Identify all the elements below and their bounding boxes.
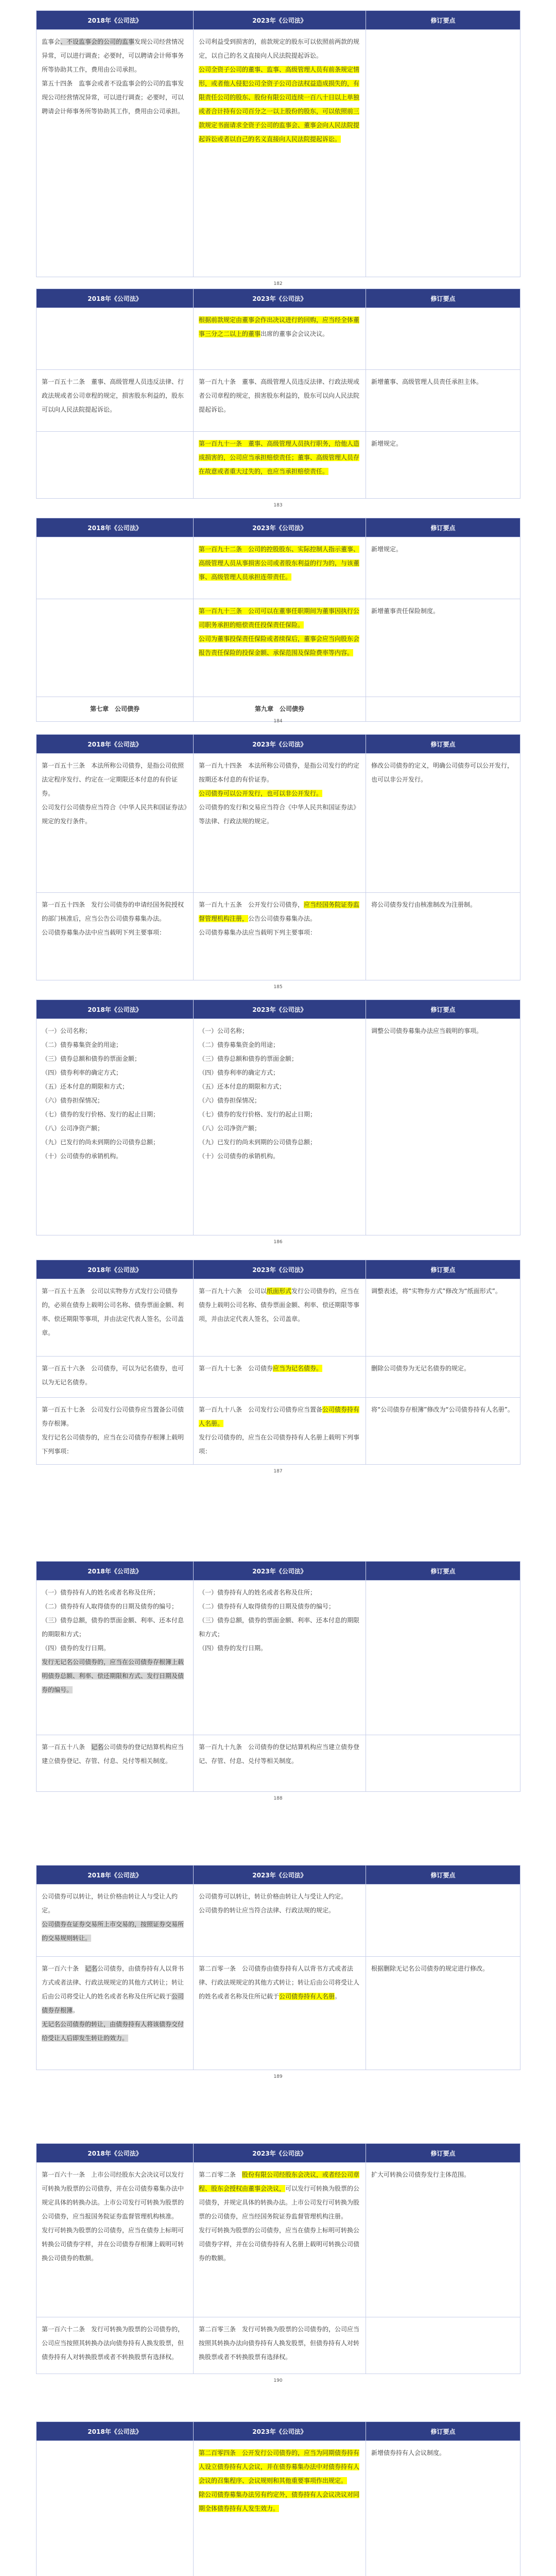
column-header-col1: 2018年《公司法》 bbox=[37, 1260, 194, 1279]
table-header-row bbox=[37, 1562, 520, 1581]
page-number: 183 bbox=[273, 503, 283, 508]
clause-text: 。 bbox=[73, 2007, 79, 2014]
clause-text: 第一百六十一条 上市公司经股东大会决议可以发行可转换为股票的公司债券，并在公司债券募集办法中规定具体的转换办法。上市公司发行可转换为股票的公司债券，应当报国务院证券监督管理机构核准。 bbox=[42, 2171, 184, 2220]
table-row bbox=[37, 2163, 520, 2317]
column-header-col1: 2018年《公司法》 bbox=[37, 1562, 194, 1581]
column-header-col1: 2018年《公司法》 bbox=[37, 1866, 194, 1885]
clause-text: （一）债券持有人的姓名或者名称及住所； bbox=[199, 1589, 317, 1596]
clause-text: 监事会 bbox=[42, 38, 61, 45]
clause-text: （三）债券总额和债券的票面金额； bbox=[42, 1055, 141, 1062]
column-header-col1: 2018年《公司法》 bbox=[37, 289, 194, 308]
revision-note-cell bbox=[366, 308, 520, 370]
new-law-cell bbox=[194, 1957, 366, 2070]
clause-text: 第一百九十八条 公司发行公司债券应当置备 bbox=[199, 1406, 323, 1413]
clause-text: 第一百五十五条 公司以实物券方式发行公司债券的，必须在债券上载明公司名称、债券票面金额、利率、偿还期限等事项，并由法定代表人签名，公司盖章。 bbox=[42, 1287, 184, 1336]
clause-text: 第一百五十二条 董事、高级管理人员违反法律、行政法规或者公司章程的规定，损害股东利益的，股东可以向人民法院提起诉讼。 bbox=[42, 378, 184, 413]
clause-text: 记名 bbox=[91, 1743, 104, 1751]
column-header-col2: 2023年《公司法》 bbox=[194, 289, 366, 308]
clause-text: 第一百九十五条 公开发行公司债券， bbox=[199, 901, 304, 908]
comparison-page bbox=[36, 1561, 520, 1792]
clause-text: 公司债券募集办法中应当载明下列主要事项： bbox=[42, 929, 166, 936]
clause-text: 第九章 公司债券 bbox=[254, 705, 304, 713]
table-row bbox=[37, 1957, 520, 2070]
table-row bbox=[37, 2441, 520, 2576]
comparison-page bbox=[36, 10, 520, 277]
column-header-col3: 修订要点 bbox=[366, 735, 520, 754]
revision-note-cell bbox=[366, 1581, 520, 1735]
old-law-cell bbox=[37, 2163, 194, 2317]
table-row bbox=[37, 308, 520, 370]
clause-text: （九）已发行的尚未到期的公司债券总额； bbox=[42, 1139, 160, 1146]
table-row bbox=[37, 599, 520, 697]
clause-text: 公司债券存根簿 bbox=[42, 1993, 184, 2014]
clause-text: （四）债券的发行日期。 bbox=[199, 1645, 267, 1652]
column-header-col3: 修订要点 bbox=[366, 1000, 520, 1019]
comparison-table bbox=[36, 10, 520, 277]
clause-text: 新增董事责任保险制度。 bbox=[371, 607, 440, 615]
revision-note-cell bbox=[366, 30, 520, 277]
comparison-page bbox=[36, 999, 520, 1235]
clause-text: 公司债券可以转让，转让价格由转让人与受让人约定。 bbox=[42, 1893, 178, 1914]
clause-text: 第一百五十三条 本法所称公司债券，是指公司依照法定程序发行、约定在一定期限还本付息的有价证券。 bbox=[42, 762, 184, 797]
clause-text: 第一百五十八条 bbox=[42, 1743, 92, 1751]
table-row bbox=[37, 1885, 520, 1957]
clause-text: 公司债券募集办法应当载明下列主要事项： bbox=[199, 929, 317, 936]
revision-note-cell bbox=[366, 1019, 520, 1235]
clause-text: 应当为记名债券。 bbox=[273, 1365, 323, 1372]
old-law-cell bbox=[37, 1357, 194, 1398]
table-header-row bbox=[37, 735, 520, 754]
clause-text: 根据前款规定 bbox=[199, 316, 236, 324]
column-header-col2: 2023年《公司法》 bbox=[194, 1260, 366, 1279]
clause-text: 第一百九十一条 bbox=[199, 440, 242, 447]
clause-text: 删除公司债券为无记名债券的规定。 bbox=[371, 1365, 471, 1372]
table-row bbox=[37, 893, 520, 980]
clause-text: 发行无记名公司债券的，应当在公司债券存根簿上载明债券总额、利率、偿还期限和方式、发行日期及债券的编号。 bbox=[42, 1658, 184, 1693]
revision-note-cell bbox=[366, 1398, 520, 1465]
clause-text: 发行可转换为股票的公司债券，应当在债券上标明可转换公司债券字样，并在公司债券存根簿上载明可转换公司债券的数额。 bbox=[42, 2227, 184, 2262]
clause-text: （一）公司名称； bbox=[199, 1027, 249, 1035]
clause-text: 发行公司债券的，应当在债券上载明公司名称、债券票面金额、利率、偿还期限等事项，并由法定代表人签名，公司盖章。 bbox=[199, 1287, 360, 1323]
column-header-col3: 修订要点 bbox=[366, 11, 520, 30]
clause-text: 新增债券持有人会议制度。 bbox=[371, 2449, 446, 2456]
comparison-table bbox=[36, 1561, 520, 1792]
comparison-table bbox=[36, 1865, 520, 2070]
clause-text: 公告公司债券募集办法。 bbox=[248, 915, 317, 922]
page-number: 185 bbox=[273, 985, 283, 990]
page-number: 182 bbox=[273, 281, 283, 286]
table-header-row bbox=[37, 2144, 520, 2163]
clause-text: （四）债券利率的确定方式； bbox=[199, 1069, 280, 1076]
clause-text: 第一百五十四条 发行公司债券的申请经国务院授权的部门核准后，应当公告公司债券募集办法。 bbox=[42, 901, 184, 922]
table-header-row bbox=[37, 1866, 520, 1885]
clause-text: 调整公司债券募集办法应当载明的事项。 bbox=[371, 1027, 483, 1035]
old-law-cell bbox=[37, 432, 194, 499]
old-law-cell bbox=[37, 754, 194, 893]
revision-note-cell bbox=[366, 432, 520, 499]
old-law-cell bbox=[37, 1279, 194, 1357]
new-law-cell bbox=[194, 893, 366, 980]
clause-text: （七）债券的发行价格、发行的起止日期； bbox=[199, 1111, 317, 1118]
clause-text: （六）债券担保情况； bbox=[199, 1097, 261, 1104]
clause-text: （八）公司净资产额； bbox=[42, 1125, 104, 1132]
revision-note-cell bbox=[366, 599, 520, 697]
comparison-table bbox=[36, 2421, 520, 2576]
old-law-cell bbox=[37, 1735, 194, 1792]
table-row bbox=[37, 754, 520, 893]
clause-text: 股份有限公司经股东会决议，或者经公司章程、股东会授权由董事会决议， bbox=[199, 2171, 360, 2192]
clause-text: 第二百零二条 bbox=[199, 2171, 242, 2178]
clause-text: 第一百九十九条 公司债券的登记结算机构应当建立债券登记、存管、付息、兑付等相关制度。 bbox=[199, 1743, 360, 1765]
old-law-cell bbox=[37, 1885, 194, 1957]
clause-text: 新增董事、高级管理人员责任承担主体。 bbox=[371, 378, 483, 385]
clause-text: 记名 bbox=[85, 1965, 98, 1972]
clause-text: 可以发行可转换为股票的公司债券，并规定具体的转换办法。上市公司发行可转换为股票的公司债券，应当经国务院证券监督管理机构注册。 bbox=[199, 2185, 360, 2220]
clause-text: （五）还本付息的期限和方式； bbox=[42, 1083, 129, 1090]
table-row bbox=[37, 1279, 520, 1357]
revision-note-cell bbox=[366, 2317, 520, 2374]
clause-text: 公司债券，由债券持有人以背书方式或者法律、行政法规规定的其他方式转让；转让后由公司将受让人的姓名或者名称及住所记载于 bbox=[42, 1965, 184, 2000]
table-row bbox=[37, 432, 520, 499]
clause-text: 。 bbox=[335, 1993, 341, 2000]
column-header-col1: 2018年《公司法》 bbox=[37, 2422, 194, 2441]
table-row bbox=[37, 537, 520, 599]
table-row bbox=[37, 2317, 520, 2374]
clause-text: （九）已发行的尚未到期的公司债券总额； bbox=[199, 1139, 317, 1146]
old-law-cell bbox=[37, 697, 194, 722]
clause-text: 公司利益受到损害的，前款规定的股东可以依照前两款的规定，以自己的名义直接向人民法院提起诉讼。 bbox=[199, 38, 360, 59]
old-law-cell bbox=[37, 2441, 194, 2576]
page-number: 184 bbox=[273, 719, 283, 724]
comparison-page bbox=[36, 2143, 520, 2374]
column-header-col3: 修订要点 bbox=[366, 1260, 520, 1279]
column-header-col1: 2018年《公司法》 bbox=[37, 1000, 194, 1019]
clause-text: 应当经国务院证券监督管理机构注册， bbox=[199, 901, 360, 922]
new-law-cell bbox=[194, 754, 366, 893]
page-number: 186 bbox=[273, 1240, 283, 1245]
comparison-table bbox=[36, 2143, 520, 2374]
new-law-cell bbox=[194, 1581, 366, 1735]
column-header-col3: 修订要点 bbox=[366, 1562, 520, 1581]
table-header-row bbox=[37, 1260, 520, 1279]
revision-note-cell bbox=[366, 1357, 520, 1398]
comparison-table bbox=[36, 734, 520, 980]
revision-note-cell bbox=[366, 537, 520, 599]
clause-text: 第二百零四条 bbox=[199, 2449, 236, 2456]
old-law-cell bbox=[37, 1398, 194, 1465]
new-law-cell bbox=[194, 308, 366, 370]
table-row bbox=[37, 1398, 520, 1465]
comparison-table bbox=[36, 1260, 520, 1465]
clause-text: （二）债券募集资金的用途； bbox=[42, 1041, 123, 1048]
old-law-cell bbox=[37, 537, 194, 599]
column-header-col2: 2023年《公司法》 bbox=[194, 2422, 366, 2441]
clause-text: 第一百九十条 董事、高级管理人员违反法律、行政法规或者公司章程的规定，损害股东利益的，股东可以向人民法院提起诉讼。 bbox=[199, 378, 360, 413]
table-row bbox=[37, 1357, 520, 1398]
comparison-page bbox=[36, 289, 520, 499]
column-header-col2: 2023年《公司法》 bbox=[194, 1562, 366, 1581]
old-law-cell bbox=[37, 370, 194, 432]
clause-text: 公司可以在董事任职期间为董事因执行公司职务承担的赔偿责任投保责任保险。 bbox=[199, 607, 360, 629]
clause-text: 第二百零三条 发行可转换为股票的公司债券的，公司应当按照其转换办法向债券持有人换发股票，但债券持有人对转换股票或者不转换股票有选择权。 bbox=[199, 2326, 360, 2361]
clause-text: 发行公司债券的，应当在公司债券持有人名册上载明下列事项： bbox=[199, 1434, 360, 1455]
old-law-cell bbox=[37, 1581, 194, 1735]
new-law-cell bbox=[194, 2441, 366, 2576]
clause-text: （十）公司债券的承销机构。 bbox=[199, 1153, 280, 1160]
comparison-table bbox=[36, 999, 520, 1235]
old-law-cell bbox=[37, 599, 194, 697]
clause-text: 公司的控股股东、实际控制人指示董事、高级管理人员从事损害公司或者股东利益的行为的，与该董事、高级管理人员承担连带责任。 bbox=[199, 546, 360, 581]
clause-text: 第五十四条 监事会或者不设监事会的公司的监事发现公司经营情况异常，可以进行调查；必要时，可以聘请会计师事务所等协助其工作，费用由公司承担。 bbox=[42, 80, 184, 115]
column-header-col2: 2023年《公司法》 bbox=[194, 518, 366, 537]
clause-text: （一）债券持有人的姓名或者名称及住所； bbox=[42, 1589, 160, 1596]
comparison-table bbox=[36, 518, 520, 722]
clause-text: 新增规定。 bbox=[371, 440, 403, 447]
clause-text: 扩大可转换公司债券发行主体范围。 bbox=[371, 2171, 471, 2178]
clause-text: 第一百五十六条 公司债券，可以为记名债券，也可以为无记名债券。 bbox=[42, 1365, 184, 1386]
column-header-col3: 修订要点 bbox=[366, 1866, 520, 1885]
table-header-row bbox=[37, 11, 520, 30]
new-law-cell bbox=[194, 1019, 366, 1235]
clause-text: 公司全资子公司的董事、监事、高级管理人员有前条规定情形，或者他人侵犯公司全资子公司合法权益造成损失的，有限责任公司的股东、股份有限公司连续一百八十日以上单独或者合计持有公司百分之一以上股份的股东， bbox=[199, 66, 360, 115]
column-header-col1: 2018年《公司法》 bbox=[37, 735, 194, 754]
revision-note-cell bbox=[366, 754, 520, 893]
table-row bbox=[37, 1019, 520, 1235]
old-law-cell bbox=[37, 1019, 194, 1235]
revision-note-cell bbox=[366, 697, 520, 722]
clause-text: 发行可转换为股票的公司债券，应当在债券上标明可转换公司债券字样，并在公司债券持有人名册上载明可转换公司债券的数额。 bbox=[199, 2227, 360, 2262]
table-row bbox=[37, 370, 520, 432]
new-law-cell bbox=[194, 30, 366, 277]
comparison-page bbox=[36, 1260, 520, 1465]
revision-note-cell bbox=[366, 893, 520, 980]
new-law-cell bbox=[194, 370, 366, 432]
clause-text: 将“公司债券存根簿”修改为“公司债券持有人名册”。 bbox=[371, 1406, 514, 1413]
clause-text: （六）债券担保情况； bbox=[42, 1097, 104, 1104]
column-header-col2: 2023年《公司法》 bbox=[194, 735, 366, 754]
page-number: 187 bbox=[273, 1469, 283, 1474]
clause-text: 公司为董事投保责任保险或者续保后，董事会应当向股东会报告责任保险的投保金额、承保范围及保险费率等内容。 bbox=[199, 635, 360, 656]
old-law-cell bbox=[37, 1957, 194, 2070]
revision-note-cell bbox=[366, 1885, 520, 1957]
clause-text: 公司债券的发行和交易应当符合《中华人民共和国证券法》等法律、行政法规的规定。 bbox=[199, 804, 360, 825]
table-row bbox=[37, 1581, 520, 1735]
clause-text: 发行记名公司债券的，应当在公司债券存根簿上载明下列事项： bbox=[42, 1434, 184, 1455]
column-header-col2: 2023年《公司法》 bbox=[194, 2144, 366, 2163]
clause-text: 第一百九十四条 本法所称公司债券，是指公司发行的约定按期还本付息的有价证券。 bbox=[199, 762, 360, 783]
clause-text: 除公司债券募集办法另有约定外，债券持有人会议决议对同期全体债券持有人发生效力。 bbox=[199, 2491, 360, 2512]
clause-text: 、不设监事会的公司的监事 bbox=[60, 38, 135, 45]
clause-text: 公开发行公司债券的，应当为同期债券持有人设立债券持有人会议，并在债券募集办法中对债券持有人会议的召集程序、会议规则和其他重要事项作出规定。 bbox=[199, 2449, 360, 2484]
clause-text: （七）债券的发行价格、发行的起止日期； bbox=[42, 1111, 160, 1118]
table-row bbox=[37, 1735, 520, 1792]
clause-text: 公司债券可以公开发行，也可以非公开发行。 bbox=[199, 790, 323, 797]
comparison-page bbox=[36, 518, 520, 722]
clause-text: 无记名公司债券的转让，由债券持有人将该债券交付给受让人后即发生转让的效力。 bbox=[42, 2021, 184, 2042]
new-law-cell bbox=[194, 1885, 366, 1957]
clause-text: （四）债券的发行日期。 bbox=[42, 1645, 110, 1652]
table-header-row bbox=[37, 1000, 520, 1019]
new-law-cell bbox=[194, 697, 366, 722]
clause-text: 由董事会作出决议进行的回购，应当经全体董事三分之二以上的董事 bbox=[199, 316, 360, 337]
revision-note-cell bbox=[366, 2441, 520, 2576]
clause-text: 公司债券在证券交易所上市交易的，按照证券交易所的交易规则转让。 bbox=[42, 1921, 184, 1942]
clause-text: 公司债券的转让应当符合法律、行政法规的规定。 bbox=[199, 1907, 335, 1914]
column-header-col3: 修订要点 bbox=[366, 2144, 520, 2163]
table-row bbox=[37, 30, 520, 277]
clause-text: 公司债券的登记结算机构应当建立债券登记、存管、付息、兑付等相关制度。 bbox=[42, 1743, 184, 1765]
old-law-cell bbox=[37, 2317, 194, 2374]
clause-text: （三）债券总额，债券的票面金额、利率、还本付息的期限和方式； bbox=[42, 1617, 184, 1638]
clause-text: （三）债券总额，债券的票面金额、利率、还本付息的期限和方式； bbox=[199, 1617, 360, 1638]
page-number: 188 bbox=[273, 1796, 283, 1801]
clause-text: 调整表述，将“实物券方式”修改为“纸面形式”。 bbox=[371, 1287, 501, 1295]
clause-text: 第二百零一条 公司债券由债券持有人以背书方式或者法律、行政法规规定的其他方式转让；转让后由公司将受让人的姓名或者名称及住所记载于 bbox=[199, 1965, 360, 2000]
new-law-cell bbox=[194, 432, 366, 499]
clause-text: （五）还本付息的期限和方式； bbox=[199, 1083, 286, 1090]
clause-text: 董事、高级管理人员执行职务，给他人造成损害的，公司应当承担赔偿责任；董事、高级管理人员存在故意或者重大过失的，也应当承担赔偿责任。 bbox=[199, 440, 360, 475]
comparison-page bbox=[36, 734, 520, 980]
column-header-col2: 2023年《公司法》 bbox=[194, 1866, 366, 1885]
column-header-col1: 2018年《公司法》 bbox=[37, 518, 194, 537]
column-header-col3: 修订要点 bbox=[366, 518, 520, 537]
clause-text: 公司发行公司债券应当符合《中华人民共和国证券法》规定的发行条件。 bbox=[42, 804, 187, 825]
column-header-col3: 修订要点 bbox=[366, 2422, 520, 2441]
column-header-col3: 修订要点 bbox=[366, 289, 520, 308]
clause-text: （三）债券总额和债券的票面金额； bbox=[199, 1055, 298, 1062]
clause-text: （四）债券利率的确定方式； bbox=[42, 1069, 123, 1076]
clause-text: 第一百九十七条 公司债券 bbox=[199, 1365, 273, 1372]
page-number: 190 bbox=[273, 2378, 283, 2383]
old-law-cell bbox=[37, 308, 194, 370]
new-law-cell bbox=[194, 2163, 366, 2317]
table-header-row bbox=[37, 289, 520, 308]
old-law-cell bbox=[37, 893, 194, 980]
clause-text: 第一百九十三条 bbox=[199, 607, 242, 615]
clause-text: 公司债券可以转让，转让价格由转让人与受让人约定。 bbox=[199, 1893, 348, 1900]
clause-text: 第一百六十二条 发行可转换为股票的公司债券的，公司应当按照其转换办法向债券持有人换发股票，但债券持有人对转换股票或者不转换股票有选择权。 bbox=[42, 2326, 184, 2361]
clause-text: 可以依照前三款规定书面请求全资子公司的监事会、董事会向人民法院提起诉讼或者以自己的名义直接向人民法院提起诉讼。 bbox=[199, 108, 360, 143]
clause-text: 出席的董事会会议决议。 bbox=[260, 330, 329, 337]
new-law-cell bbox=[194, 1357, 366, 1398]
clause-text: 根据删除无记名公司债券的规定进行修改。 bbox=[371, 1965, 489, 1972]
new-law-cell bbox=[194, 1279, 366, 1357]
column-header-col2: 2023年《公司法》 bbox=[194, 1000, 366, 1019]
page-number: 189 bbox=[273, 2074, 283, 2079]
table-row bbox=[37, 697, 520, 722]
clause-text: 公司债券持有人名册。 bbox=[199, 1406, 360, 1427]
new-law-cell bbox=[194, 599, 366, 697]
clause-text: 第一百六十条 bbox=[42, 1965, 85, 1972]
table-header-row bbox=[37, 2422, 520, 2441]
new-law-cell bbox=[194, 1735, 366, 1792]
clause-text: 第一百九十六条 公司以 bbox=[199, 1287, 267, 1295]
revision-note-cell bbox=[366, 1735, 520, 1792]
clause-text: 修改公司债券的定义，明确公司债券可以公开发行，也可以非公开发行。 bbox=[371, 762, 514, 783]
revision-note-cell bbox=[366, 2163, 520, 2317]
clause-text: 发现公司经营情况异常，可以进行调查；必要时，可以聘请会计师事务所等协助其工作，费用由公司承担。 bbox=[42, 38, 184, 73]
clause-text: （十）公司债券的承销机构。 bbox=[42, 1153, 123, 1160]
clause-text: 将公司债券发行由核准制改为注册制。 bbox=[371, 901, 477, 908]
clause-text: 公司债券持有人名册 bbox=[279, 1993, 335, 2000]
column-header-col1: 2018年《公司法》 bbox=[37, 11, 194, 30]
revision-note-cell bbox=[366, 370, 520, 432]
revision-note-cell bbox=[366, 1957, 520, 2070]
clause-text: 新增规定。 bbox=[371, 546, 403, 553]
comparison-page bbox=[36, 1865, 520, 2070]
clause-text: （八）公司净资产额； bbox=[199, 1125, 261, 1132]
column-header-col1: 2018年《公司法》 bbox=[37, 2144, 194, 2163]
clause-text: （一）公司名称； bbox=[42, 1027, 92, 1035]
table-header-row bbox=[37, 518, 520, 537]
clause-text: 第一百五十七条 公司发行公司债券应当置备公司债券存根簿。 bbox=[42, 1406, 184, 1427]
column-header-col2: 2023年《公司法》 bbox=[194, 11, 366, 30]
clause-text: 第一百九十二条 bbox=[199, 546, 242, 553]
clause-text: （二）债券募集资金的用途； bbox=[199, 1041, 280, 1048]
clause-text: （二）债券持有人取得债券的日期及债券的编号； bbox=[199, 1603, 335, 1610]
revision-note-cell bbox=[366, 1279, 520, 1357]
old-law-cell bbox=[37, 30, 194, 277]
new-law-cell bbox=[194, 1398, 366, 1465]
clause-text: （二）债券持有人取得债券的日期及债券的编号； bbox=[42, 1603, 178, 1610]
comparison-table bbox=[36, 289, 520, 499]
new-law-cell bbox=[194, 537, 366, 599]
clause-text: 纸面形式 bbox=[267, 1287, 292, 1295]
clause-text: 第七章 公司债券 bbox=[90, 705, 140, 713]
new-law-cell bbox=[194, 2317, 366, 2374]
comparison-page bbox=[36, 2421, 520, 2576]
